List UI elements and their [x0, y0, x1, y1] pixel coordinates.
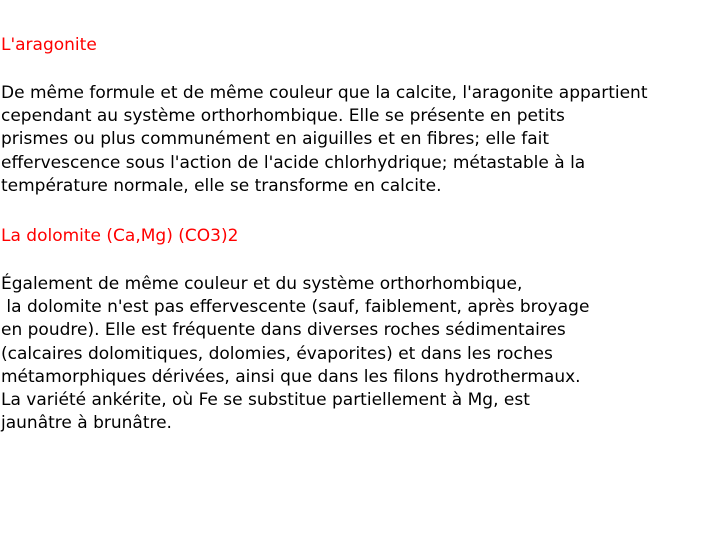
paragraph-line: jaunâtre à brunâtre.	[1, 413, 172, 434]
paragraph-line: (calcaires dolomitiques, dolomies, évaporites) et dans les roches	[1, 343, 553, 364]
paragraph-line: métamorphiques dérivées, ainsi que dans les filons hydrothermaux.	[1, 366, 581, 387]
paragraph-dolomite	[1, 273, 589, 435]
heading-dolomite: La dolomite (Ca,Mg) (CO3)2	[1, 226, 239, 246]
paragraph-line: prismes ou plus communément en aiguilles et en fibres; elle fait	[1, 129, 550, 150]
paragraph-line: la dolomite n'est pas effervescente (sauf, faiblement, après broyage	[1, 297, 590, 318]
heading-aragonite: L'aragonite	[1, 35, 97, 55]
paragraph-line: effervescence sous l'action de l'acide chlorhydrique; métastable à la	[1, 152, 586, 173]
paragraph-line: cependant au système orthorhombique. Elle se présente en petits	[1, 106, 565, 127]
paragraph-line: Également de même couleur et du système orthorhombique,	[1, 274, 523, 294]
paragraph-aragonite	[1, 82, 647, 198]
paragraph-line: De même formule et de même couleur que la calcite, l'aragonite appartient	[1, 83, 648, 103]
paragraph-line: température normale, elle se transforme en calcite.	[1, 175, 442, 196]
paragraph-line: en poudre). Elle est fréquente dans diverses roches sédimentaires	[1, 320, 566, 341]
paragraph-line: La variété ankérite, où Fe se substitue partiellement à Mg, est	[1, 390, 530, 411]
